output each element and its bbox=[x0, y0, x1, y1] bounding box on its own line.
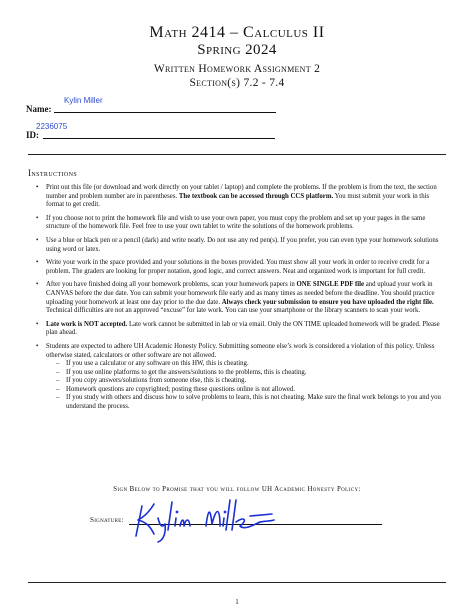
bullet-marker: • bbox=[36, 342, 39, 350]
instruction-fragment: If you choose not to print the homework file and wish to use your own paper, you must copy the problem and set up your pages in the same structure of the homework file. Feel free to use your own tablet to write the solutions of the homework problems. bbox=[46, 214, 426, 231]
instruction-item bbox=[36, 215, 448, 232]
dash-marker: – bbox=[56, 377, 60, 385]
instruction-item bbox=[36, 237, 448, 254]
instruction-item bbox=[36, 259, 448, 276]
bullet-marker: • bbox=[36, 184, 39, 191]
instruction-text bbox=[46, 215, 425, 231]
instruction-fragment: Students are expected to adhere UH Academic Honesty Policy. Submitting someone else’s work is considered a violation of this policy. Unless otherwise stated, calculators or other software are not allowed. bbox=[46, 342, 435, 359]
instruction-item bbox=[36, 343, 448, 412]
course-title: Math 2414 – Calculus II bbox=[149, 24, 325, 41]
sections-title: Section(s) 7.2 - 7.4 bbox=[189, 77, 285, 89]
term-title: Spring 2024 bbox=[197, 42, 277, 58]
signature-label: Signature: bbox=[90, 516, 124, 524]
instruction-fragment: Late work cannot be submitted in lab or via email. Only the ON TIME uploaded homework will be graded. Please plan ahead. bbox=[46, 320, 440, 337]
subitem-text: If you use online platforms to get the answers/solutions to the problems, this is cheating. bbox=[66, 368, 307, 376]
subitem-text: If you use a calculator or any software on this HW, this is cheating. bbox=[66, 360, 249, 368]
instructions-list bbox=[36, 184, 448, 417]
instruction-fragment: Technical difficulties are not an approved “excuse” for late work. You can use your smartphone or the library scanners to scan your work. bbox=[46, 307, 421, 315]
handwritten-signature bbox=[132, 496, 292, 544]
instruction-emphasis: Always check your submission to ensure you have uploaded the right file. bbox=[221, 298, 434, 306]
id-line bbox=[43, 138, 275, 139]
instruction-emphasis: ONE SINGLE PDF file bbox=[296, 281, 365, 289]
id-field[interactable] bbox=[26, 124, 286, 144]
bullet-marker: • bbox=[36, 214, 39, 222]
dash-marker: – bbox=[56, 394, 60, 402]
instruction-fragment: and upload your work in CANVAS before the due date. You can submit your homework file early and as many times as needed before the deadline. You should practice uploading your homework at least one day prior to the due date. bbox=[46, 281, 435, 306]
instruction-text bbox=[46, 281, 435, 314]
instruction-fragment: You must submit your work in this format to get credit. bbox=[46, 192, 430, 209]
name-label: Name: bbox=[26, 104, 52, 114]
bullet-marker: • bbox=[36, 281, 39, 289]
bullet-marker: • bbox=[36, 236, 39, 244]
instruction-item bbox=[36, 184, 448, 210]
dash-marker: – bbox=[56, 368, 60, 376]
instruction-text bbox=[46, 237, 438, 253]
instruction-fragment: Use a blue or black pen or a pencil (dark) and write neatly. Do not use any red pen(s). If you prefer, you can even type your homework solutions using word or latex. bbox=[46, 236, 439, 253]
instruction-subitem bbox=[46, 360, 448, 369]
id-value[interactable]: 2236075 bbox=[36, 122, 68, 131]
bullet-marker: • bbox=[36, 259, 39, 267]
dash-marker: – bbox=[56, 385, 60, 393]
id-label: ID: bbox=[26, 130, 39, 140]
instruction-subitem bbox=[46, 369, 448, 378]
instruction-text bbox=[46, 184, 437, 208]
instruction-subitem bbox=[46, 386, 448, 395]
instructions-heading: Instructions bbox=[28, 168, 78, 178]
subitem-text: If you study with others and discuss how to solve problems to learn, this is not cheating. Make sure the final work belongs to you and you understand the process. bbox=[66, 394, 441, 411]
bullet-marker: • bbox=[36, 320, 39, 328]
name-value[interactable]: Kylin Miller bbox=[64, 96, 103, 105]
instruction-fragment: Print out this file (or download and work directly on your tablet / laptop) and complete the problems. If the problem is from the text, the section number and problem number are in parentheses. bbox=[46, 184, 437, 200]
name-field[interactable] bbox=[26, 98, 286, 118]
instruction-subitem bbox=[46, 377, 448, 386]
footer-divider bbox=[28, 582, 446, 583]
instruction-text bbox=[46, 321, 440, 337]
title-block bbox=[0, 24, 474, 90]
instruction-fragment: After you have finished doing all your homework problems, scan your homework papers in bbox=[46, 281, 297, 289]
assignment-title: Written Homework Assignment 2 bbox=[153, 63, 321, 75]
instruction-subitem bbox=[46, 394, 448, 411]
honesty-pledge-heading: Sign Below to Promise that you will follow UH Academic Honesty Policy: bbox=[113, 486, 361, 493]
instruction-fragment: Write your work in the space provided and your solutions in the boxes provided. You must show all your work in order to receive credit for a problem. The graders are looking for proper notation, good logic, and correct answers. Neat and organized work is important for full credit. bbox=[46, 259, 430, 275]
instruction-item bbox=[36, 281, 448, 315]
instruction-emphasis: The textbook can be accessed through CCS platform. bbox=[178, 192, 334, 200]
instruction-text bbox=[46, 343, 434, 359]
instruction-text bbox=[46, 259, 429, 275]
instruction-emphasis: Late work is NOT accepted. bbox=[46, 320, 128, 328]
name-line bbox=[54, 112, 276, 113]
page-number: 1 bbox=[235, 598, 239, 606]
header-divider bbox=[28, 154, 446, 155]
subitem-text: If you copy answers/solutions from someone else, this is cheating. bbox=[66, 377, 247, 385]
subitem-text: Homework questions are copyrighted; posting these questions online is not allowed. bbox=[66, 385, 295, 393]
dash-marker: – bbox=[56, 360, 60, 368]
instruction-item bbox=[36, 321, 448, 338]
